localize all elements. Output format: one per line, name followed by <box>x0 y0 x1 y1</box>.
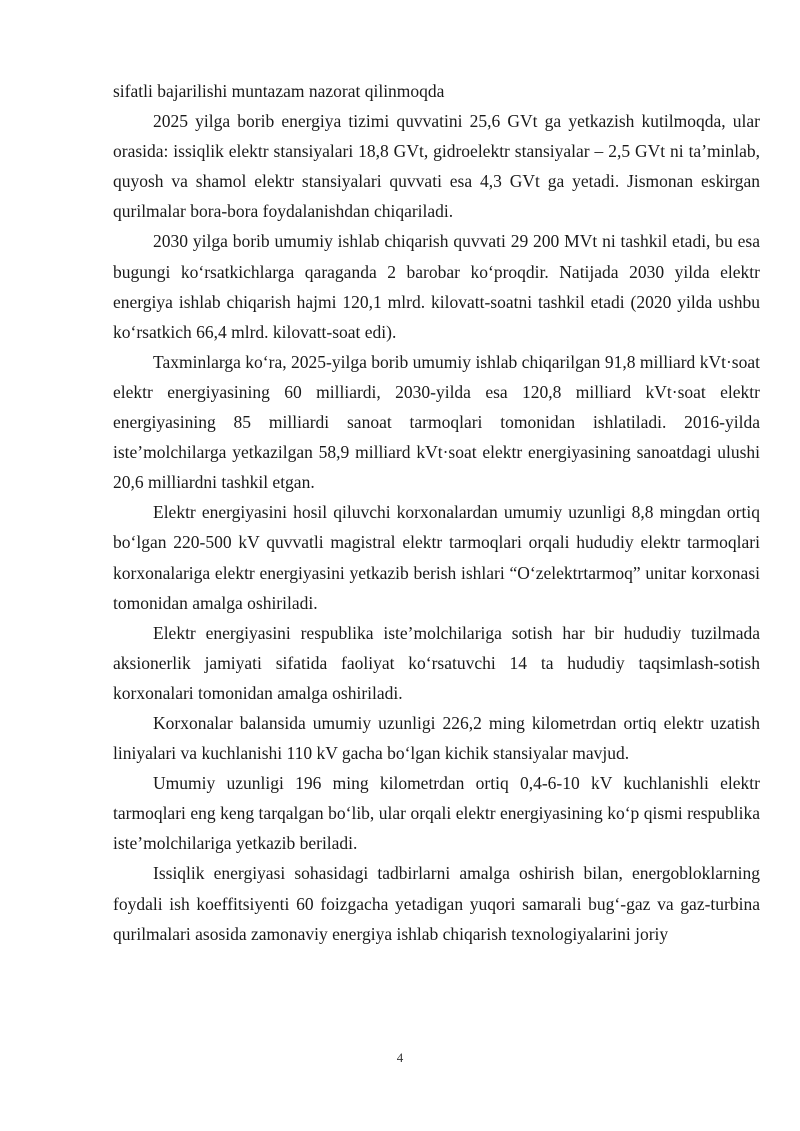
paragraph-distribution: Umumiy uzunligi 196 ming kilometrdan ortiq 0,4-6-10 kV kuchlanishli elektr tarmoqlari eng keng tarqalgan bo‘lib, ular orqali elektr energiyasining ko‘p qismi respublika iste’molchilariga yetkazib beriladi. <box>113 773 760 854</box>
document-body <box>113 76 760 949</box>
paragraph-thermal: Issiqlik energiyasi sohasidagi tadbirlarni amalga oshirish bilan, energobloklarning foydali ish koeffitsiyenti 60 foizgacha yetadigan yuqori samarali bug‘-gaz va gaz-turbina qurilmalari asosida zamonaviy energiya ishlab chiqarish texnologiyalarini joriy <box>113 863 760 944</box>
paragraph-transmission: Elektr energiyasini hosil qiluvchi korxonalardan umumiy uzunligi 8,8 mingdan ortiq bo‘lgan 220-500 kV quvvatli magistral elektr tarmoqlari orqali hududiy elektr tarmoqlari korxonalariga elektr energiyasini yetkazib berish ishlari “O‘zelektrtarmoq” unitar korxonasi tomonidan amalga oshiriladi. <box>113 502 760 613</box>
paragraph-balance: Korxonalar balansida umumiy uzunligi 226,2 ming kilometrdan ortiq elektr uzatish liniyalari va kuchlanishi 110 kV gacha bo‘lgan kichik stansiyalar mavjud. <box>113 712 760 764</box>
paragraph-capacity-2030: 2030 yilga borib umumiy ishlab chiqarish quvvati 29 200 MVt ni tashkil etadi, bu esa bugungi ko‘rsatkichlarga qaraganda 2 barobar ko‘proqdir. Natijada 2030 yilda elektr energiya ishlab chiqarish hajmi 120,1 mlrd. kilovatt-soatni tashkil etadi (2020 yilda ushbu ko‘rsatkich 66,4 mlrd. kilovatt-soat edi). <box>113 231 760 342</box>
paragraph-capacity-2025: 2025 yilga borib energiya tizimi quvvatini 25,6 GVt ga yetkazish kutilmoqda, ular orasida: issiqlik elektr stansiyalari 18,8 GVt, gidroelektr stansiyalar – 2,5 GVt ni ta’minlab, quyosh va shamol elektr stansiyalari quvvati esa 4,3 GVt ga yetadi. Jismonan eskirgan qurilmalar bora-bora foydalanishdan chiqariladi. <box>113 111 760 222</box>
paragraph-continuation: sifatli bajarilishi muntazam nazorat qilinmoqda <box>113 81 445 101</box>
paragraph-forecast: Taxminlarga ko‘ra, 2025-yilga borib umumiy ishlab chiqarilgan 91,8 milliard kVt·soat elektr energiyasining 60 milliardi, 2030-yilda esa 120,8 milliard kVt·soat elektr energiyasining 85 milliardi sanoat tarmoqlari tomonidan ishlatiladi. 2016-yilda iste’molchilarga yetkazilgan 58,9 milliard kVt·soat elektr energiyasining sanoatdagi ulushi 20,6 milliardni tashkil etgan. <box>113 351 760 493</box>
paragraph-sales: Elektr energiyasini respublika iste’molchilariga sotish har bir hududiy tuzilmada aksionerlik jamiyati sifatida faoliyat ko‘rsatuvchi 14 ta hududiy taqsimlash-sotish korxonalari tomonidan amalga oshiriladi. <box>113 622 760 703</box>
page-number: 4 <box>396 1050 404 1065</box>
